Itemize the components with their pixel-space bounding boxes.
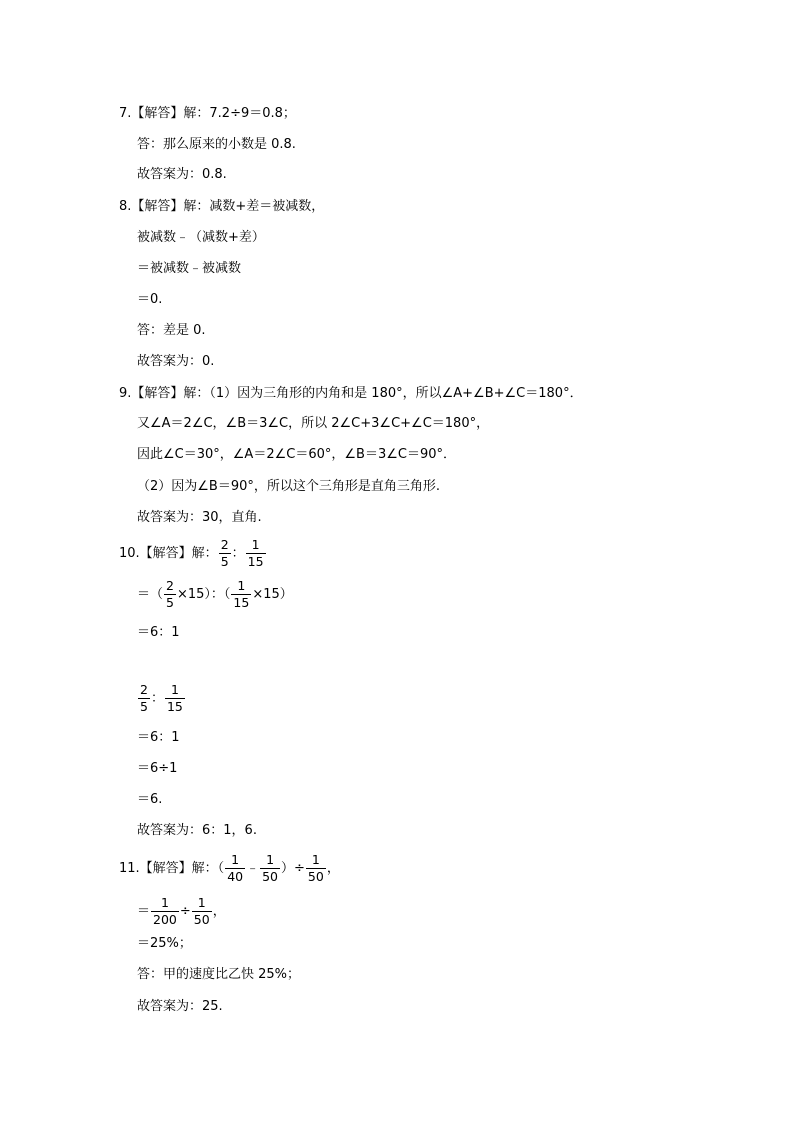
fraction <box>192 895 212 928</box>
q9-line-1: 9.【解答】解：（1）因为三角形的内角和是 180°，所以∠A+∠B+∠C＝180°． <box>119 386 583 401</box>
q9-line-2: 又∠A＝2∠C，∠B＝3∠C，所以 2∠C+3∠C+∠C＝180°， <box>137 416 490 431</box>
text: ）÷ <box>281 861 305 876</box>
fraction <box>164 578 176 611</box>
q11-answer: 故答案为：25. <box>137 999 223 1014</box>
q8-line-3: ＝被减数﹣被减数 <box>137 261 242 276</box>
fraction <box>225 852 245 885</box>
q11-line-2 <box>137 895 226 928</box>
denominator: 5 <box>166 595 174 610</box>
q10-line-6: ＝6÷1 <box>137 761 178 776</box>
q10-line-1 <box>119 537 267 570</box>
q8-line-2: 被减数﹣（减数+差） <box>137 230 265 245</box>
text: ×15） <box>252 587 293 602</box>
minus: ﹣ <box>246 861 260 876</box>
q10-line-3: ＝6：1 <box>137 625 180 640</box>
q7-line-2: 答：那么原来的小数是 0.8. <box>137 137 296 152</box>
q11-head: 11.【解答】解：（ <box>119 861 225 876</box>
numerator: 1 <box>246 537 266 554</box>
q9-answer: 故答案为：30，直角. <box>137 510 262 525</box>
q10-head: 10.【解答】解： <box>119 546 218 561</box>
q8-line-1: 8.【解答】解：减数+差＝被减数， <box>119 199 325 214</box>
denominator: 5 <box>140 699 148 714</box>
q7-line-1: 7.【解答】解：7.2÷9＝0.8； <box>119 106 296 121</box>
numerator: 1 <box>260 852 280 869</box>
q8-line-4: ＝0. <box>137 292 163 307</box>
fraction <box>151 895 179 928</box>
q9-line-4: （2）因为∠B＝90°，所以这个三角形是直角三角形. <box>137 479 441 494</box>
fraction <box>219 537 231 570</box>
q10-line-4 <box>137 682 186 715</box>
numerator: 2 <box>140 682 148 697</box>
denominator: 200 <box>153 912 177 927</box>
numerator: 1 <box>165 682 185 699</box>
denominator: 40 <box>227 869 244 884</box>
fraction <box>306 852 326 885</box>
q11-line-4: 答：甲的速度比乙快 25%； <box>137 967 301 982</box>
fraction <box>246 537 266 570</box>
q9-line-3: 因此∠C＝30°，∠A＝2∠C＝60°，∠B＝3∠C＝90°． <box>137 447 456 462</box>
q10-answer: 故答案为：6：1，6. <box>137 823 257 838</box>
q8-answer: 故答案为：0. <box>137 354 215 369</box>
colon: ： <box>231 546 245 561</box>
q11-line-3: ＝25%； <box>137 936 192 951</box>
numerator: 1 <box>192 895 212 912</box>
colon: ： <box>150 691 164 706</box>
denominator: 15 <box>233 595 250 610</box>
numerator: 1 <box>306 852 326 869</box>
comma: ， <box>212 904 226 919</box>
numerator: 1 <box>231 578 251 595</box>
fraction <box>165 682 185 715</box>
q8-line-5: 答：差是 0. <box>137 323 206 338</box>
denominator: 15 <box>166 699 183 714</box>
divide: ÷ <box>179 904 191 919</box>
denominator: 50 <box>193 912 210 927</box>
q10-line-2 <box>137 578 293 611</box>
text: ＝（ <box>137 587 164 602</box>
q10-line-7: ＝6. <box>137 792 163 807</box>
numerator: 1 <box>151 895 179 912</box>
text: ＝ <box>137 904 151 919</box>
numerator: 1 <box>225 852 245 869</box>
q7-answer: 故答案为：0.8. <box>137 167 227 182</box>
comma: ， <box>326 861 340 876</box>
q11-line-1 <box>119 852 340 885</box>
text: ×15）：（ <box>176 587 231 602</box>
numerator: 2 <box>166 578 174 593</box>
denominator: 15 <box>247 554 264 569</box>
denominator: 50 <box>262 869 279 884</box>
fraction <box>138 682 150 715</box>
q10-line-5: ＝6：1 <box>137 730 180 745</box>
fraction <box>231 578 251 611</box>
denominator: 50 <box>307 869 324 884</box>
numerator: 2 <box>220 537 229 552</box>
fraction <box>260 852 280 885</box>
denominator: 5 <box>220 554 229 569</box>
